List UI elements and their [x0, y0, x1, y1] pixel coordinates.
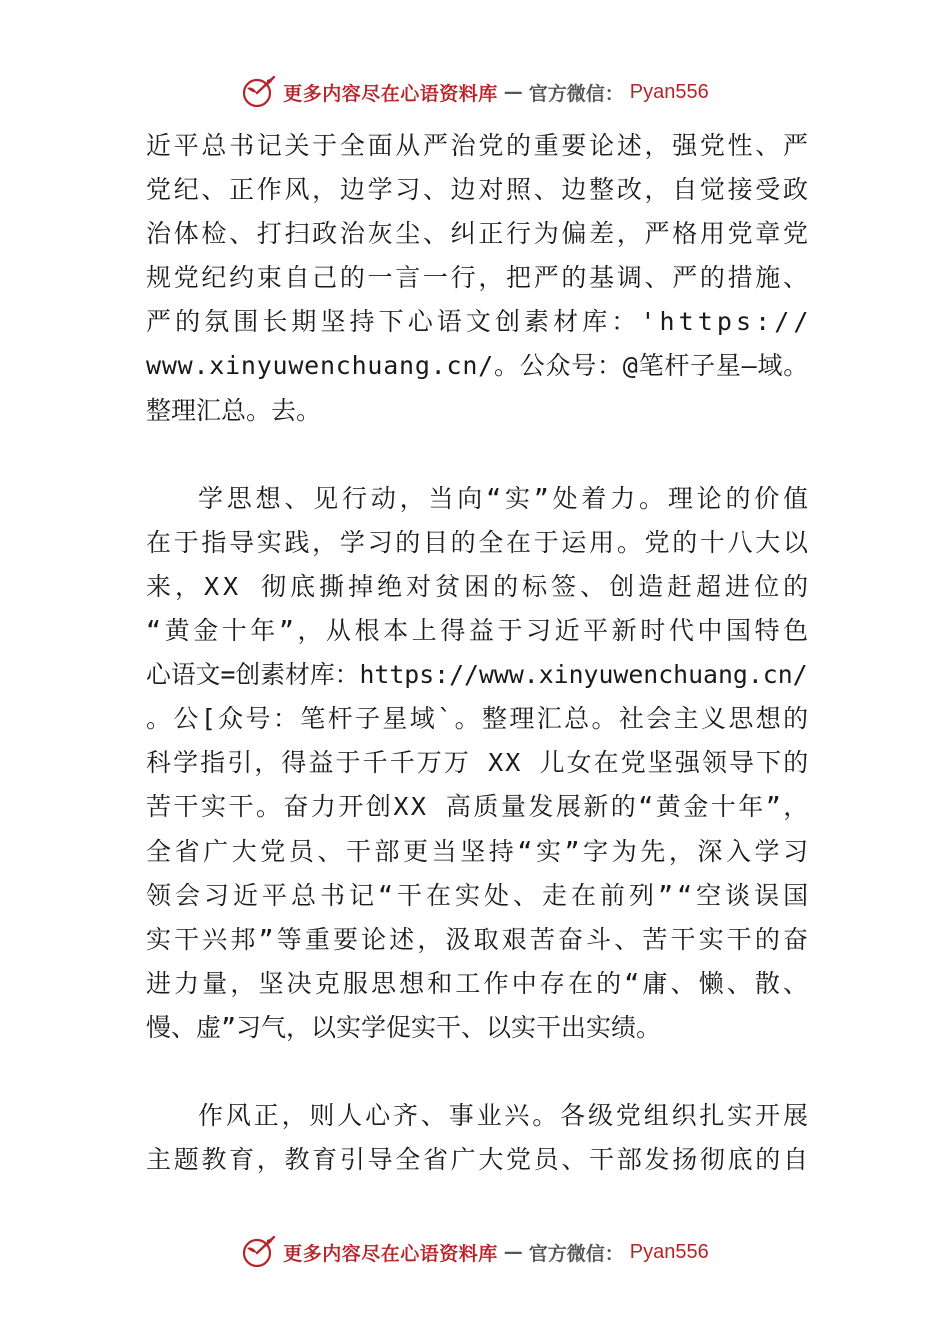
text-line: 实干兴邦”等重要论述，汲取艰苦奋斗、苦干实干的奋: [146, 924, 812, 954]
text-line: 慢、虚”习气，以实学促实干、以实干出实绩。: [146, 1012, 662, 1042]
text-line: 科学指引，得益于千千万万 XX 儿女在党坚强领导下的: [146, 748, 811, 778]
watermark-wechat-label: 官方微信：: [528, 82, 624, 105]
watermark-footer: [0, 1232, 950, 1272]
text-line: 规党纪约束自己的一言一行，把严的基调、严的措施、: [146, 263, 811, 293]
watermark-wechat-label: 官方微信：: [528, 1242, 624, 1265]
text-line: 心语文=创素材库：https://www.xinyuwenchuang.cn/: [146, 660, 808, 690]
text-line: 来，XX 彻底撕掉绝对贫困的标签、创造赶超进位的: [146, 571, 813, 601]
text-line: 全省广大党员、干部更当坚持“实”字为先，深入学习: [146, 836, 812, 866]
watermark-wechat-id: Pyan556: [629, 1240, 709, 1263]
text-line: 严的氛围长期坚持下心语文创素材库：'https://: [146, 307, 813, 337]
document-body: [146, 124, 813, 1182]
text-line: 。公[众号：笔杆子星域`。整理汇总。社会主义思想的: [146, 704, 811, 734]
watermark-dash: —: [503, 1241, 523, 1263]
text-line: 整理汇总。去。: [146, 395, 322, 425]
text-line: 在于指导实践，学习的目的全在于运用。党的十八大以: [146, 527, 811, 557]
watermark-header: [0, 72, 950, 112]
paragraph: [146, 124, 813, 433]
paragraph: [146, 477, 813, 1050]
text-line: 学思想、见行动，当向“实”处着力。理论的价值: [198, 483, 812, 513]
watermark-wechat-id: Pyan556: [629, 80, 709, 103]
watermark-dash: —: [503, 81, 523, 103]
text-line: 作风正，则人心齐、事业兴。各级党组织扎实开展: [198, 1101, 811, 1131]
text-line: 近平总书记关于全面从严治党的重要论述，强党性、严: [146, 131, 811, 160]
text-line: 党纪、正作风，边学习、边对照、边整改，自觉接受政: [146, 175, 811, 205]
paragraph: [146, 1094, 811, 1182]
quill-logo-icon: [241, 74, 277, 110]
text-line: 苦干实干。奋力开创XX 高质量发展新的“黄金十年”，: [146, 792, 811, 822]
text-line: www.xinyuwenchuang.cn/。公众号：@笔杆子星—域。: [146, 351, 809, 381]
watermark-main-text: 更多内容尽在心语资料库: [283, 82, 498, 105]
quill-logo-icon: [241, 1234, 277, 1270]
text-line: 治体检、打扫政治灰尘、纠正行为偏差，严格用党章党: [146, 219, 811, 249]
text-line: “黄金十年”，从根本上得益于习近平新时代中国特色: [146, 616, 812, 646]
text-line: 领会习近平总书记“干在实处、走在前列”“空谈误国: [146, 880, 813, 910]
text-line: 进力量，坚决克服思想和工作中存在的“庸、懒、散、: [146, 968, 812, 998]
text-line: 主题教育，教育引导全省广大党员、干部发扬彻底的自: [146, 1145, 811, 1175]
watermark-main-text: 更多内容尽在心语资料库: [283, 1242, 498, 1265]
